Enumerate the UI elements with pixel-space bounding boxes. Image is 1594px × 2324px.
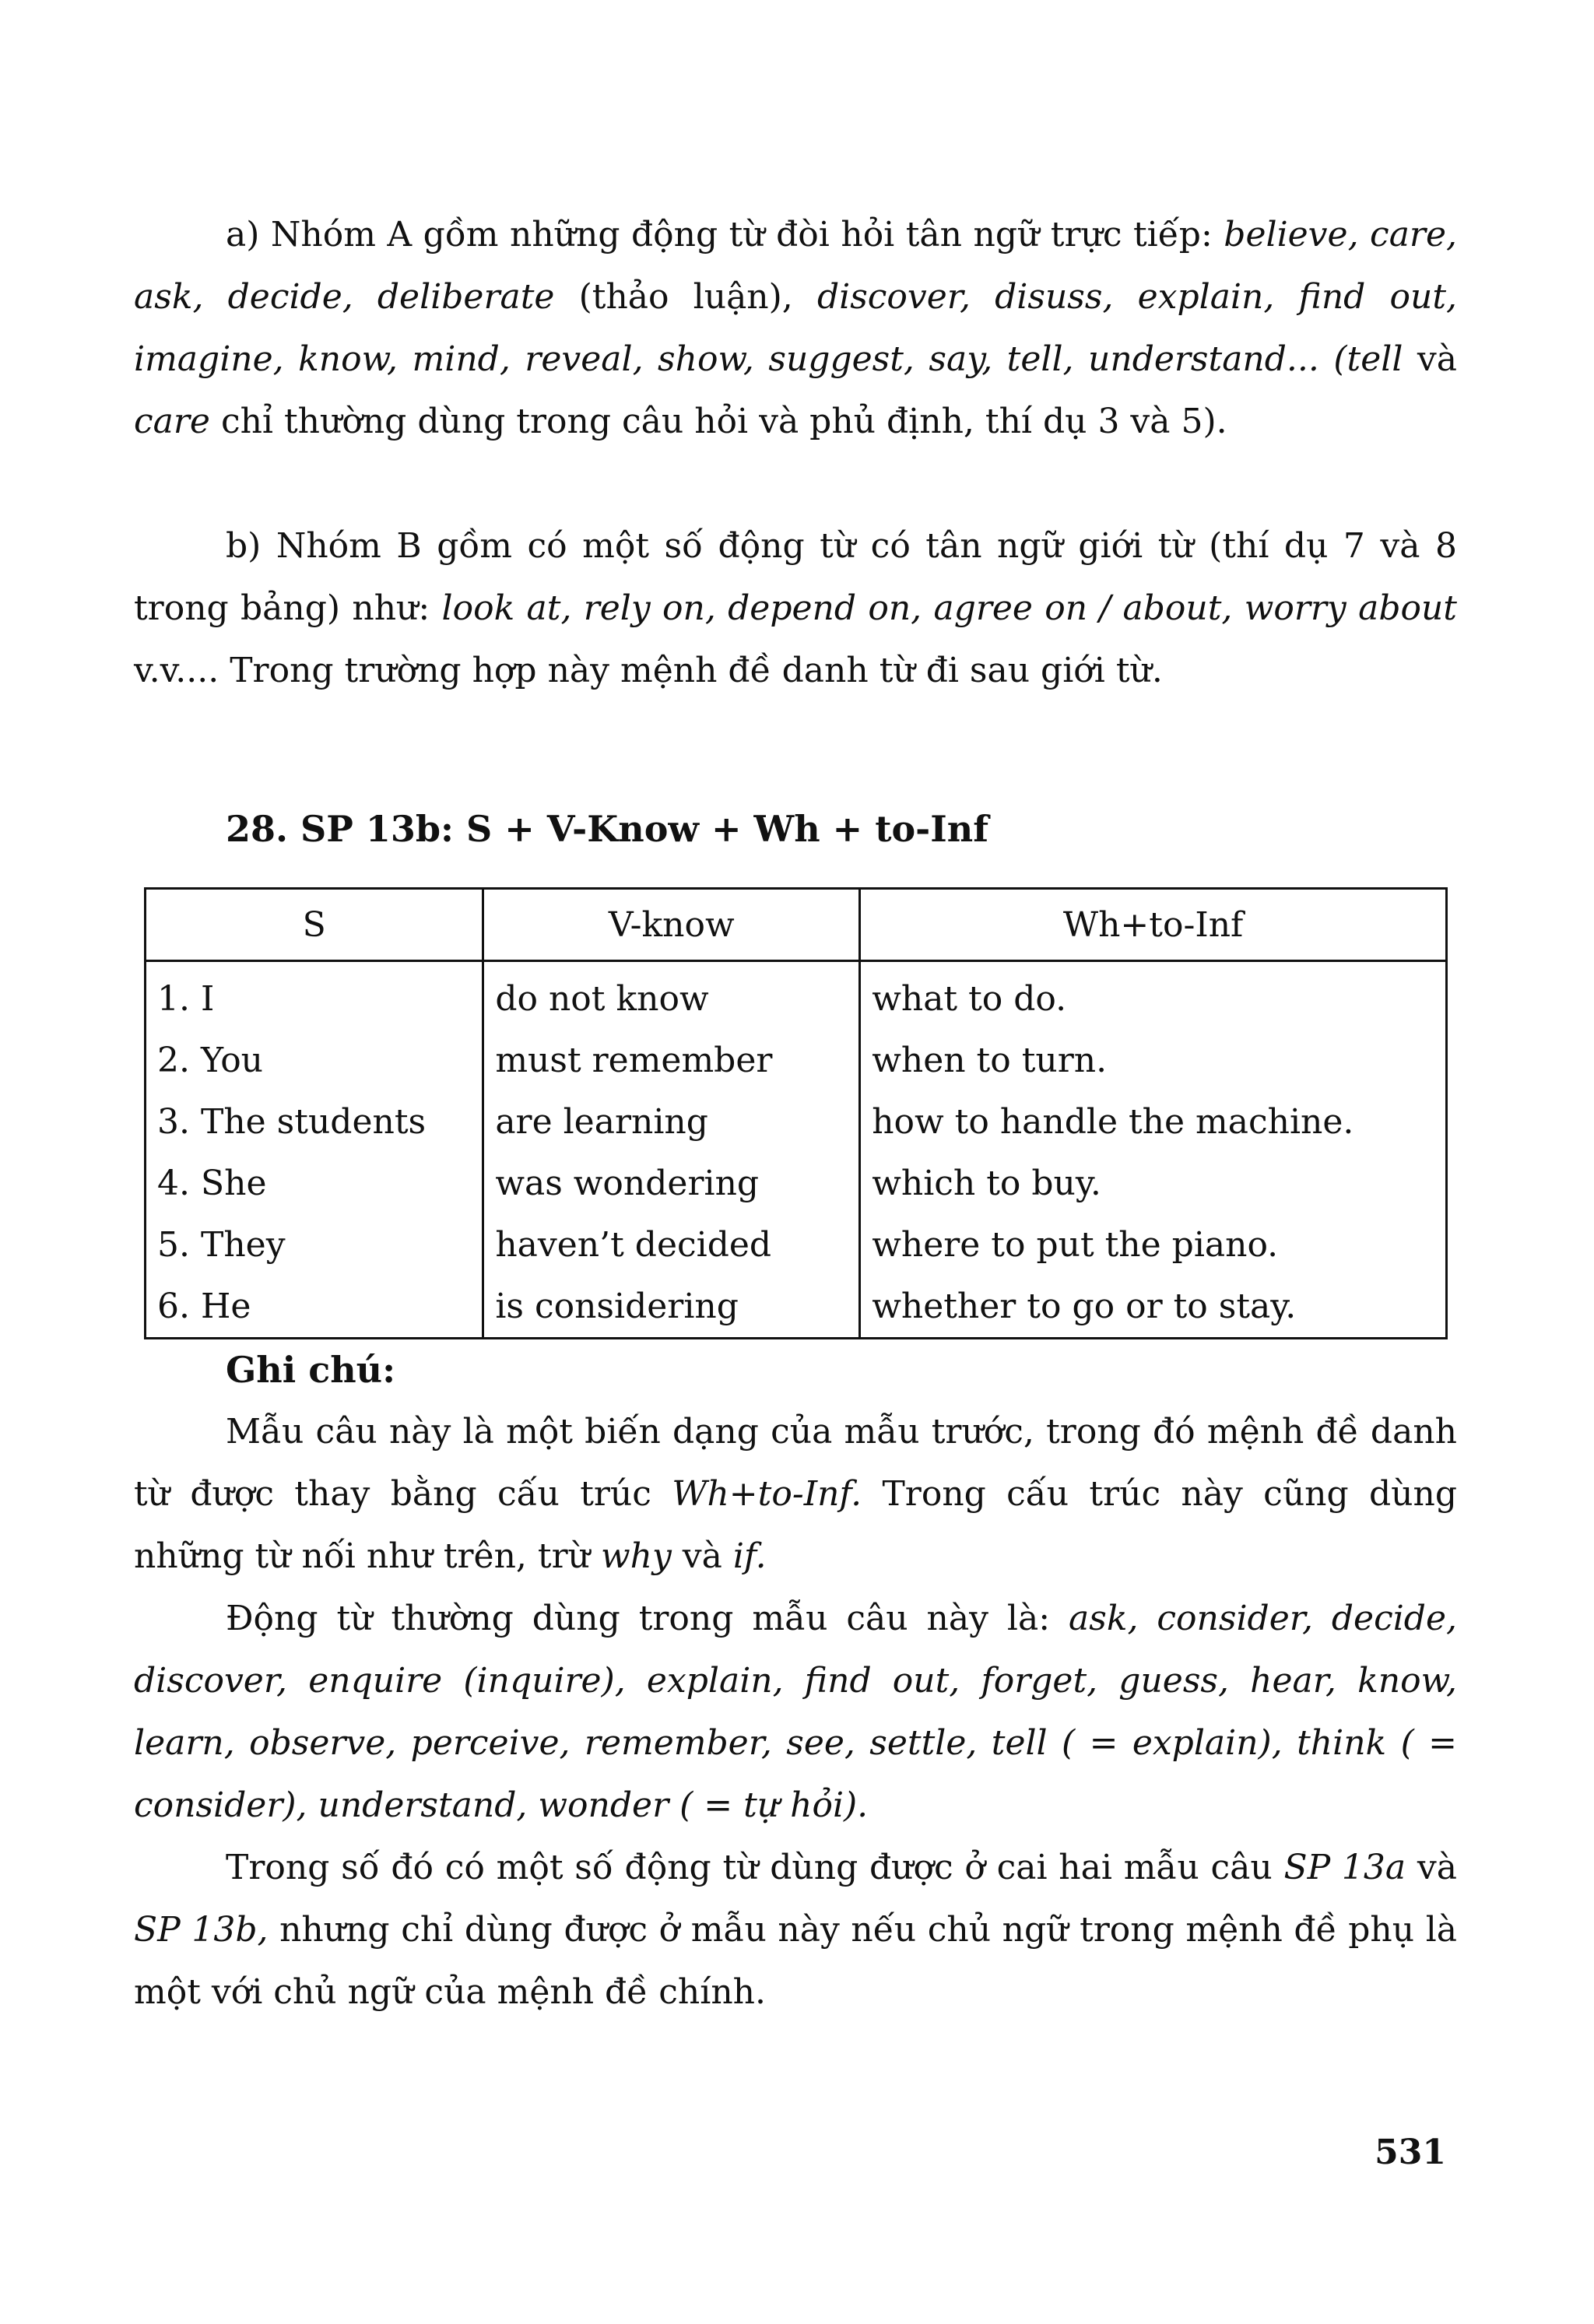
page-number: 531 [1375,2133,1446,2172]
note-paragraph-1 [134,1401,1457,1588]
text-run: Trong số đó có một số động từ dùng được ở cai hai mẫu câu [226,1848,1284,1887]
section-heading: 28. SP 13b: S + V-Know + Wh + to-Inf [226,808,988,850]
text-run: và [671,1536,733,1576]
cell-wh-phrase: what to do. [860,961,1447,1030]
cell-verb: do not know [483,961,860,1030]
cell-subject: 6. He [146,1276,483,1339]
cell-subject: 3. The students [146,1091,483,1153]
cell-verb: are learning [483,1091,860,1153]
cell-wh-phrase: when to turn. [860,1030,1447,1091]
italic-term: if. [732,1536,767,1576]
table-row [146,1030,1447,1091]
column-header-v-know: V-know [483,889,860,961]
text-run: nhưng chỉ dùng được ở mẫu này nếu chủ ngữ trong mệnh đề phụ là một với chủ ngữ của mệnh đề chính. [134,1910,1457,2012]
text-run: v.v.... Trong trường hợp này mệnh đề danh từ đi sau giới từ. [134,651,1163,690]
table-row [146,1276,1447,1339]
italic-term: Wh+to-Inf. [672,1474,862,1514]
text-run: chỉ thường dùng trong câu hỏi và phủ định, thí dụ 3 và 5). [209,402,1227,441]
cell-subject: 5. They [146,1214,483,1276]
cell-verb: haven’t decided [483,1214,860,1276]
text-run: (thảo luận), [554,277,817,317]
italic-term: why [600,1536,672,1576]
paragraph-group-b [134,515,1457,702]
cell-verb: is considering [483,1276,860,1339]
italic-verbs: look at, rely on, depend on, agree on / about, worry about [441,588,1457,628]
column-header-wh-to-inf: Wh+to-Inf [860,889,1447,961]
italic-verbs: discover, disuss, explain, find out, imagine, know, mind, reveal, show, suggest, say, tell, understand... (tell [134,277,1457,379]
italic-verbs: ask, consider, decide, discover, enquire (inquire), explain, find out, forget, guess, hear, know, learn, observe, perceive, remember, see, settle, tell ( = explain), think ( = consider), understand, wonder ( = tự hỏi). [134,1599,1457,1825]
pattern-table [144,887,1448,1339]
cell-subject: 4. She [146,1153,483,1214]
text-run: b) Nhóm B gồm có một số động từ có tân ngữ giới từ (thí dụ 7 và 8 trong bảng) như: [134,526,1457,628]
cell-subject: 1. I [146,961,483,1030]
italic-term: SP 13a [1283,1848,1406,1887]
text-run: a) Nhóm A gồm những động từ đòi hỏi tân ngữ trực tiếp: [226,215,1224,255]
cell-wh-phrase: how to handle the machine. [860,1091,1447,1153]
text-run: Động từ thường dùng trong mẫu câu này là: [226,1599,1069,1638]
text-run: và [1406,1848,1457,1887]
cell-wh-phrase: whether to go or to stay. [860,1276,1447,1339]
table-row [146,961,1447,1030]
text-run: và [1403,339,1457,379]
text-run: Trong cấu trúc này cũng dùng những từ nối như trên, trừ [134,1474,1457,1576]
cell-verb: must remember [483,1030,860,1091]
table-row [146,1153,1447,1214]
paragraph-group-a [134,204,1457,453]
table-row [146,1091,1447,1153]
cell-wh-phrase: where to put the piano. [860,1214,1447,1276]
italic-term: SP 13b, [134,1910,269,1950]
note-paragraph-3 [134,1837,1457,2024]
text-run: Mẫu câu này là một biến dạng của mẫu trước, trong đó mệnh đề danh từ được thay bằng cấu trúc [134,1412,1457,1514]
note-heading: Ghi chú: [226,1349,396,1391]
italic-verb: care [134,402,210,441]
italic-verbs: believe, care, ask, decide, deliberate [134,215,1457,317]
table-row [146,1214,1447,1276]
column-header-s: S [146,889,483,961]
cell-wh-phrase: which to buy. [860,1153,1447,1214]
cell-verb: was wondering [483,1153,860,1214]
cell-subject: 2. You [146,1030,483,1091]
note-paragraph-2 [134,1588,1457,1837]
table-header-row [146,889,1447,961]
